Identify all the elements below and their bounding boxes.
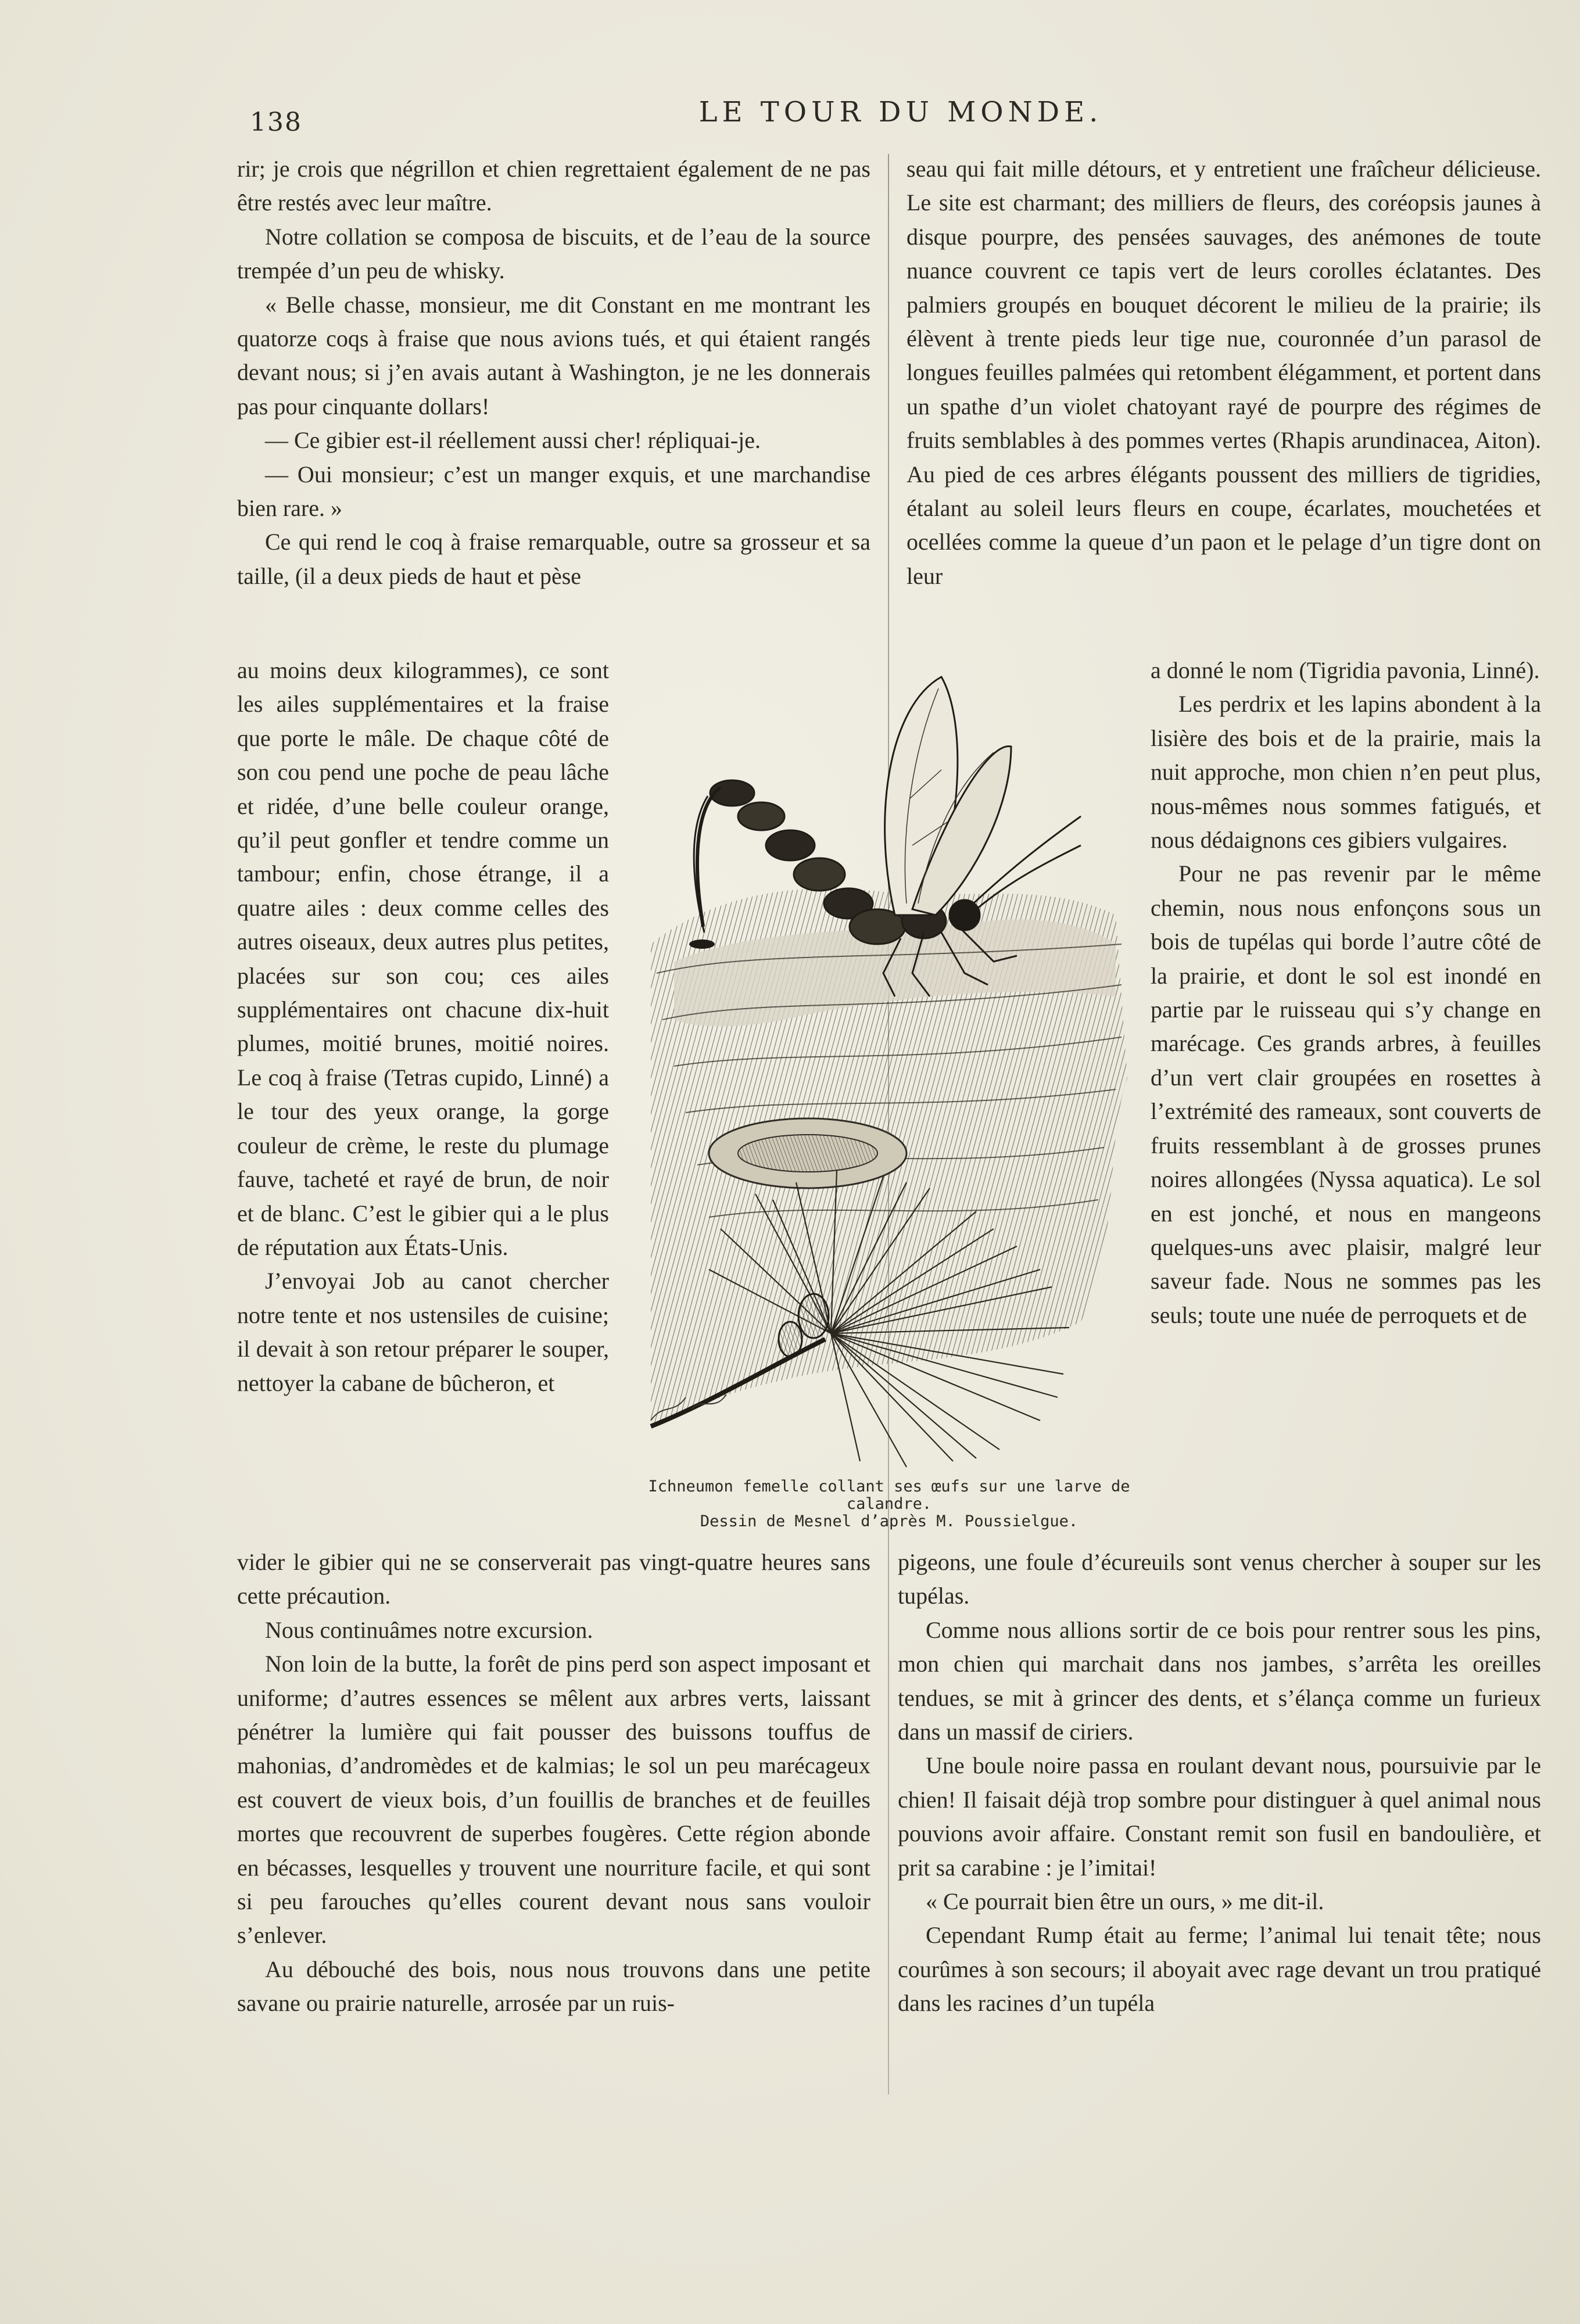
paragraph: — Ce gibier est-il réellement aussi cher! répliquai-je.: [265, 427, 761, 454]
paragraph: J’envoyai Job au canot chercher notre tente et nos ustensiles de cuisine; il devait à son retour préparer le souper, nettoyer la cabane de bûcheron, et: [237, 1268, 609, 1396]
paragraph: Une boule noire passa en roulant devant nous, poursuivie par le chien! Il faisait déjà trop sombre pour distinguer à quel animal nous pouvions avoir affaire. Constant remit son fusil en bandoulière, et prit sa carabine : je l’imitai!: [898, 1752, 1541, 1881]
ichneumon-engraving: [639, 671, 1139, 1473]
caption-line: calandre.: [846, 1495, 932, 1513]
paragraph: pigeons, une foule d’écureuils sont venus chercher à souper sur les tupélas.: [898, 1549, 1541, 1609]
paragraph: Nous continuâmes notre excursion.: [265, 1616, 593, 1643]
caption-credit: Dessin de Mesnel d’après M. Poussielgue.: [700, 1512, 1079, 1530]
paragraph: a donné le nom (Tigridia pavonia, Linné).: [1151, 657, 1540, 683]
paragraph: « Ce pourrait bien être un ours, » me dit-il.: [926, 1888, 1324, 1915]
paragraph: Ce qui rend le coq à fraise remarquable, outre sa grosseur et sa taille, (il a deux pieds de haut et pèse: [237, 529, 870, 589]
right-column-bottom: [898, 1545, 1541, 2021]
paragraph: « Belle chasse, monsieur, me dit Constant en me montrant les quatorze coqs à fraise que nous avions tués, et qui étaient rangés devant nous; si j’en avais autant à Washington, je ne les donnerais pas pour cinquante dollars!: [237, 291, 870, 419]
paragraph: Notre collation se composa de biscuits, et de l’eau de la source trempée d’un peu de whisky.: [237, 223, 870, 284]
paragraph: vider le gibier qui ne se conserverait pas vingt-quatre heures sans cette précaution.: [237, 1549, 870, 1609]
running-title: LE TOUR DU MONDE.: [698, 96, 1103, 128]
paragraph: Cependant Rump était au ferme; l’animal lui tenait tête; nous courûmes à son secours; il aboyait avec rage devant un trou pratiqué dans les racines d’un tupéla: [898, 1922, 1541, 2017]
figure-caption: [636, 1478, 1142, 1530]
page-number: 138: [250, 107, 302, 137]
paragraph: rir; je crois que négrillon et chien regrettaient également de ne pas être restés avec leur maître.: [237, 156, 870, 216]
paragraph: au moins deux kilogrammes), ce sont les ailes supplémentaires et la fraise que porte le mâle. De chaque côté de son cou pend une poche de peau lâche et ridée, d’une belle couleur orange, qu’il peut gonfler et tendre comme un tambour; enfin, chose étrange, il a quatre ailes : deux comme celles des autres oiseaux, deux autres plus petites, placées sur son cou; ces ailes supplémentaires ont chacune dix-huit plumes, moitié brunes, moitié noires. Le coq à fraise (Tetras cupido, Linné) a le tour des yeux orange, la gorge couleur de crème, le reste du plumage fauve, tacheté et rayé de brun, de noir et de blanc. C’est le gibier qui a le plus de réputation aux États-Unis.: [237, 657, 609, 1260]
paragraph: Pour ne pas revenir par le même chemin, nous nous enfonçons sous un bois de tupélas qui borde l’autre côté de la prairie, et dont le sol est inondé en partie par le ruisseau qui s’y change en marécage. Ces grands arbres, à feuilles d’un vert clair groupées en rosettes à l’extrémité des rameaux, sont couverts de fruits ressemblant à de grosses prunes noires allongées (Nyssa aquatica). Le sol en est jonché, et nous en mangeons quelques-uns avec plaisir, malgré leur saveur fade. Nous ne sommes pas les seuls; toute une nuée de perroquets et de: [1151, 860, 1541, 1328]
paragraph: Comme nous allions sortir de ce bois pour rentrer sous les pins, mon chien qui marchait dans nos jambes, s’arrêta les oreilles tendues, se mit à grincer des dents, et s’élança comme un furieux dans un massif de ciriers.: [898, 1616, 1541, 1745]
paragraph: seau qui fait mille détours, et y entretient une fraîcheur délicieuse. Le site est charmant; des milliers de fleurs, des coréopsis jaunes à disque pourpre, des pensées sauvages, des anémones de toute nuance couvrent ce tapis vert de leurs corolles éclatantes. Des palmiers groupés en bouquet décorent le milieu de la prairie; ils élèvent à trente pieds leur tige nue, couronnée d’un parasol de longues feuilles palmées qui retombent élégamment, et portent dans un spathe d’un violet chatoyant rayé de pourpre des régimes de fruits semblables à des pommes vertes (Rhapis arundinacea, Aiton). Au pied de ces arbres élégants poussent des milliers de tigridies, étalant au soleil leurs fleurs en coupe, écarlates, mouchetées et ocellées comme la queue d’un paon et le pelage d’un tigre dont on leur: [907, 156, 1541, 589]
paragraph: — Oui monsieur; c’est un manger exquis, et une marchandise bien rare. »: [237, 461, 870, 522]
left-column-bottom: [237, 1545, 870, 2021]
right-column-top: [907, 152, 1541, 593]
right-column-wrap: [1151, 654, 1541, 1332]
paragraph: Au débouché des bois, nous nous trouvons dans une petite savane ou prairie naturelle, arrosée par un ruis-: [237, 1956, 870, 2017]
left-column-top: [237, 152, 870, 593]
paragraph: Non loin de la butte, la forêt de pins perd son aspect imposant et uniforme; d’autres essences se mêlent aux arbres verts, laissant pénétrer la lumière qui fait pousser des buissons touffus de mahonias, d’andromèdes et de kalmias; le sol un peu marécageux est couvert de vieux bois, d’un fouillis de branches et de feuilles mortes que recouvrent de superbes fougères. Cette région abonde en bécasses, lesquelles y trouvent une nourriture facile, et qui sont si peu farouches qu’elles courent devant nous sans vouloir s’enlever.: [237, 1651, 870, 1949]
caption-line: Ichneumon femelle collant ses œufs sur une larve de: [648, 1477, 1130, 1495]
paragraph: Les perdrix et les lapins abondent à la lisière des bois et de la prairie, mais la nuit approche, mon chien n’en peut plus, nous-mêmes nous sommes fatigués, et nous dédaignons ces gibiers vulgaires.: [1151, 691, 1541, 853]
left-column-wrap: [237, 654, 609, 1400]
